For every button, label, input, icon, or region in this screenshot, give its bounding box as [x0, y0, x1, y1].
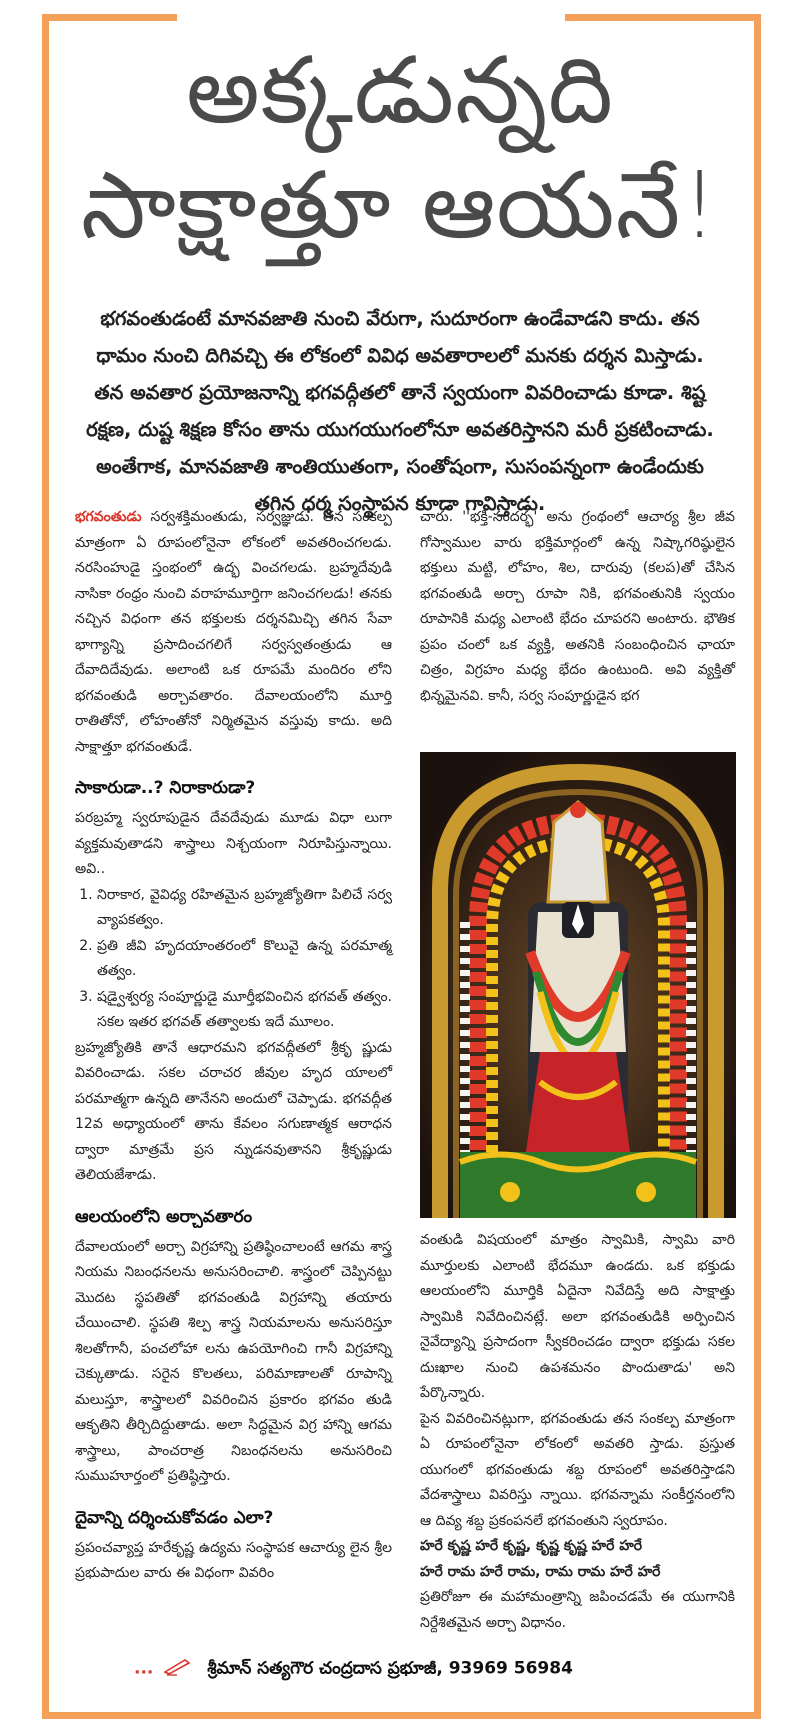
author-name: శ్రీమాన్ సత్యగౌర చంద్రదాస ప్రభూజీ, — [207, 1658, 443, 1679]
paragraph-prabhupada: ప్రపంచవ్యాప్త హరేకృష్ణ ఉద్యమ సంస్థాపక ఆచార్యు లైన శ్రీల ప్రభుపాదుల వారు ఈ విధంగా వివరిం — [75, 1539, 392, 1581]
paragraph-brahmajyoti: బ్రహ్మజ్యోతికి తానే ఆధారమని భగవద్గీతలో శ్రీకృ ష్ణుడు వివరించాడు. సకల చరాచర జీవుల హృద యాలలో పరమాత్మగా ఉన్నది తానేనని అందులో చెప్పాడు. భగవద్గీత 12వ అధ్యాయంలో తాను కేవలం సగుణాత్మక ఆరాధన ద్వారా మాత్రమే ప్రస న్నుడనవుతానని శ్రీకృష్ణుడు తెలియజేశాడు. — [75, 1039, 392, 1183]
paragraph-three-forms: పరబ్రహ్మ స్వరూపుడైన దేవదేవుడు మూడు విధా లుగా వ్యక్తమవుతాడని శాస్త్రాలు నిశ్చయంగా నిరూపిస్తున్నాయి. అవి.. — [75, 810, 392, 877]
paragraph-bhakti-sandarbha: చారు. ''భక్తి-సందర్భ' అను గ్రంథంలో ఆచార్య శ్రీల జీవ గోస్వాముల వారు భక్తిమార్గంలో ఉన్న నిష్కాగరిష్ఠులైన భక్తులు మట్టి, లోహం, శిల, దారువు (కలప)తో చేసిన భగవంతుడి అర్చా రూపా నికి, భగవంతునికి స్వయం రూపానికి మధ్య ఎలాంటి భేదం చూపరని అంటారు. భౌతిక ప్రపం చంలో ఒక వ్యక్తి, అతనికి సంబంధించిన ఛాయా చిత్రం, విగ్రహం మధ్య భేదం ఉంటుంది. అవి వ్యక్తితో భిన్నమైనవి. కానీ, సర్వ సంపూర్ణుడైన భగ — [420, 509, 735, 704]
subhead-sakarudaa: సాకారుడా..? నిరాకారుడా? — [75, 778, 256, 798]
paragraph-closing: ప్రతిరోజూ ఈ మహామంత్రాన్ని జపించడమే ఈ యుగానికి నిర్దేశితమైన అర్చా విధానం. — [420, 1589, 735, 1631]
deity-photo — [420, 752, 736, 1218]
frame-right-border — [754, 14, 761, 1719]
three-forms-list — [75, 883, 392, 1036]
intro-text: సర్వశక్తిమంతుడు, సర్వజ్ఞుడు. తన సంకల్ప మాత్రంగా ఏ రూపంలోనైనా లోకంలో అవతరించగలడు. నరసింహుడై స్తంభంలో ఉద్భ వించగలడు. బ్రహ్మదేవుడి నాసికా రంధ్రం నుంచి వరాహమూర్తిగా జనించగలడు! తనకు నచ్చిన విధంగా తన భక్తులకు దర్శనమిచ్చి తగిన సేవా భాగ్యాన్ని ప్రసాదించగలిగే సర్వస్వతంత్రుడు ఆ దేవాదిదేవుడు. అలాంటి ఒక రూపమే మందిరం లోని భగవంతుడి అర్చావతారం. దేవాలయంలోని మూర్తి రాతితోనో, లోహంతోనో నిర్మితమైన వస్తువు కాదు. అది సాక్షాత్తూ భగవంతుడే. — [75, 509, 392, 755]
frame-top-left-border — [42, 14, 177, 21]
deity-illustration — [420, 752, 736, 1218]
headline-line-1: అక్కడున్నది — [186, 37, 614, 144]
right-column-top — [420, 505, 735, 709]
byline-dots: ... — [134, 1658, 154, 1679]
frame-top-right-border — [565, 14, 761, 21]
list-item: 2. ప్రతి జీవి హృదయాంతరంలో కొలువై ఉన్న పరమాత్మ తత్వం. — [97, 934, 392, 985]
headline-line-2: సాక్షాత్తూ ఆయనే! — [80, 152, 720, 259]
right-column-bottom — [420, 1228, 735, 1636]
list-item: 1. నిరాకార, వైవిధ్య రహితమైన బ్రహ్మజ్యోతిగా పిలిచే సర్వ వ్యాపకత్వం. — [97, 883, 392, 934]
subhead-archavataram: ఆలయంలోని అర్చావతారం — [75, 1206, 253, 1227]
mantra-line-2: హరే రామ హరే రామ, రామ రామ హరే హరే — [420, 1563, 661, 1580]
paragraph-no-difference: వంతుడి విషయంలో మాత్రం స్వామికి, స్వామి వారి మూర్తులకు ఎలాంటి భేదమూ ఉండదు. ఒక భక్తుడు ఆలయంలోని మూర్తికి ఏదైనా నివేదిస్తే అది సాక్షాత్తు స్వామికి నివేదించినట్లే. అలా భగవంతుడికి అర్పించిన నైవేద్యాన్ని ప్రసాదంగా స్వీకరించడం ద్వారా భక్తుడు సకల దుఃఖాల నుంచి ఉపశమనం పొందుతాడు' అని పేర్కొన్నారు. — [420, 1232, 735, 1401]
lede-paragraph: భగవంతుడంటే మానవజాతి నుంచి వేరుగా, సుదూరంగా ఉండేవాడని కాదు. తన ధామం నుంచి దిగివచ్చి ఈ లోకంలో వివిధ అవతారాలలో మనకు దర్శన మిస్తాడు. తన అవతార ప్రయోజనాన్ని భగవద్గీతలో తానే స్వయంగా వివరించాడు కూడా. శిష్ట రక్షణ, దుష్ట శిక్షణ కోసం తాను యుగయుగంలోనూ అవతరిస్తానని మరీ ప్రకటించాడు. అంతేగాక, మానవజాతి శాంతియుతంగా, సంతోషంగా, సుసంపన్నంగా ఉండేందుకు తగిన ధర్మ సంస్థాపన కూడా గావిస్తాడు. — [86, 307, 714, 515]
intro-paragraph — [75, 505, 392, 760]
frame-left-border — [42, 14, 49, 1719]
paragraph-temple-deity: దేవాలయంలో అర్చా విగ్రహాన్ని ప్రతిష్ఠించాలంటే ఆగమ శాస్త్ర నియమ నిబంధనలను అనుసరించాలి. శాస్త్రంలో చెప్పినట్టు మొదట స్థపతితో భగవంతుడి విగ్రహాన్ని తయారు చేయించాలి. స్థపతి శిల్ప శాస్త్ర నియమాలను అనుసరిస్తూ శిలతోగానీ, పంచలోహా లను ఉపయోగించి గానీ విగ్రహాన్ని చెక్కుతాడు. సరైన కొలతలు, పరిమాణాలతో రూపాన్ని మలుస్తూ, శాస్త్రాలలో వివరించిన ప్రకారం భగవం తుడి ఆకృతిని తీర్చిదిద్దుతాడు. అలా సిద్ధమైన విగ్ర హాన్ని ఆగమ శాస్త్రాలు, పాంచరాత్ర నిబంధనలను అనుసరించి సుముహూర్తంలో ప్రతిష్ఠిస్తారు. — [75, 1238, 392, 1484]
mantra-line-1: హరే కృష్ణ హరే కృష్ణ, కృష్ణ కృష్ణ హరే హరే — [420, 1538, 643, 1554]
intro-accent-word: భగవంతుడు — [75, 509, 142, 525]
paragraph-sound-incarnation: పైన వివరించినట్లుగా, భగవంతుడు తన సంకల్ప మాత్రంగా ఏ రూపంలోనైనా లోకంలో అవతరి స్తాడు. ప్రస్తుత యుగంలో భగవంతుడు శబ్ద రూపంలో అవతరిస్తాడని వేదశాస్త్రాలు వివరిస్తు న్నాయి. భగవన్నామ సంకీర్తనంలోని ఆ దివ్య శబ్ద ప్రకంపనలే భగవంతుని స్వరూపం. — [420, 1410, 735, 1529]
left-column — [75, 505, 392, 1587]
subhead-darshan: దైవాన్ని దర్శించుకోవడం ఎలా? — [75, 1507, 274, 1528]
list-item: 3. షడ్వైశ్వర్య సంపూర్ణుడై మూర్తీభవించిన భగవత్ తత్వం. సకల ఇతర భగవత్ తత్వాలకు ఇదే మూలం. — [97, 985, 392, 1036]
author-byline — [134, 1656, 744, 1683]
author-phone: 93969 56984 — [448, 1658, 573, 1679]
frame-bottom-border — [42, 1712, 761, 1719]
pen-icon — [163, 1656, 193, 1681]
